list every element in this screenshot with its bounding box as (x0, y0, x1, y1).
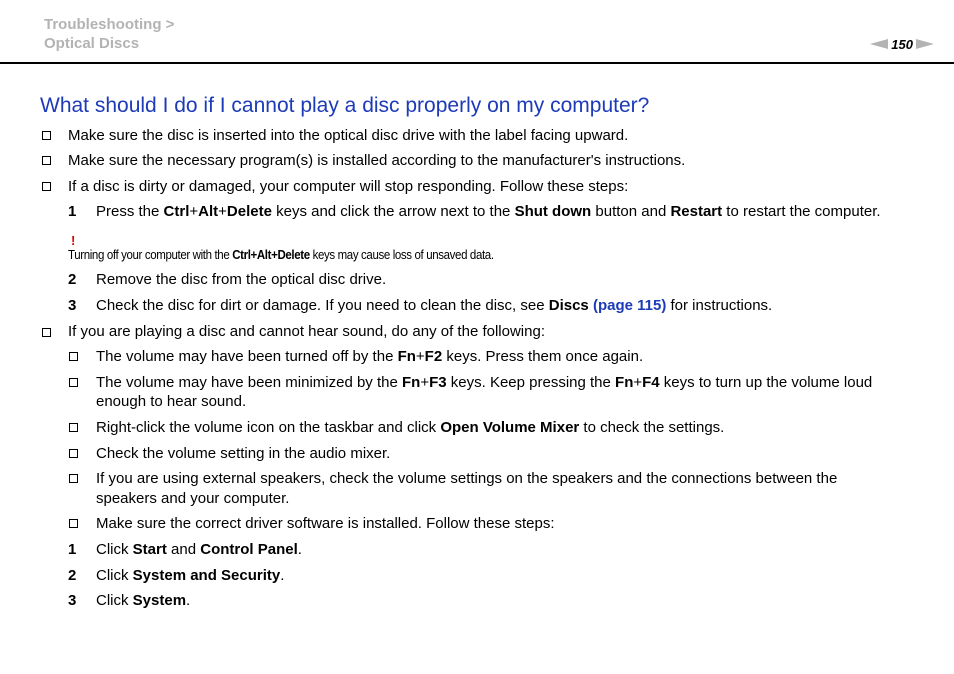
sub-bullet-text: Make sure the correct driver software is installed. Follow these steps: (96, 515, 555, 532)
page-navigator (870, 36, 934, 52)
page-link[interactable]: (page 115) (592, 297, 667, 314)
next-page-arrow-icon[interactable] (916, 39, 934, 49)
page-header (0, 0, 954, 64)
bullet-text: If you are playing a disc and cannot hear sound, do any of the following: (68, 323, 545, 340)
checkbox-bullet-icon (42, 156, 51, 165)
checkbox-bullet-icon (69, 378, 78, 387)
sub-bullet-text: The volume may have been minimized by the Fn+F3 keys. Keep pressing the Fn+F4 keys to turn up the volume loud (96, 374, 873, 391)
step-number: 2 (68, 271, 77, 288)
sub-bullet-text-continued: speakers and your computer. (96, 490, 290, 507)
previous-page-arrow-icon[interactable] (870, 39, 888, 49)
checkbox-bullet-icon (42, 328, 51, 337)
checkbox-bullet-icon (69, 423, 78, 432)
page-title: What should I do if I cannot play a disc properly on my computer? (40, 94, 650, 117)
checkbox-bullet-icon (69, 352, 78, 361)
header-divider (0, 62, 954, 64)
sub-bullet-text: Right-click the volume icon on the taskbar and click Open Volume Mixer to check the settings. (96, 419, 725, 436)
step-number: 1 (68, 203, 77, 220)
bullet-text: Make sure the disc is inserted into the optical disc drive with the label facing upward. (68, 127, 629, 144)
step-text: Click Start and Control Panel. (96, 541, 302, 558)
step-text: Press the Ctrl+Alt+Delete keys and click the arrow next to the Shut down button and Restart to restart the computer. (96, 203, 881, 220)
checkbox-bullet-icon (69, 449, 78, 458)
sub-bullet-text: Check the volume setting in the audio mixer. (96, 445, 391, 462)
breadcrumb-topic[interactable]: Optical Discs (44, 35, 140, 52)
page-number: 150 (891, 36, 913, 52)
step-number: 3 (68, 592, 77, 609)
checkbox-bullet-icon (69, 474, 78, 483)
sub-bullet-text: The volume may have been turned off by the Fn+F2 keys. Press them once again. (96, 348, 644, 365)
warning-note: Turning off your computer with the Ctrl+Alt+Delete keys may cause loss of unsaved data. (68, 248, 494, 262)
step-number: 3 (68, 297, 77, 314)
bullet-text: If a disc is dirty or damaged, your computer will stop responding. Follow these steps: (68, 178, 629, 195)
sub-bullet-text: If you are using external speakers, check the volume settings on the speakers and the connections between the (96, 470, 838, 487)
bullet-text: Make sure the necessary program(s) is installed according to the manufacturer's instructions. (68, 152, 686, 169)
step-text: Remove the disc from the optical disc drive. (96, 271, 387, 288)
sub-bullet-text-continued: enough to hear sound. (96, 393, 247, 410)
step-number: 1 (68, 541, 77, 558)
warning-icon: ! (71, 233, 76, 248)
checkbox-bullet-icon (42, 182, 51, 191)
checkbox-bullet-icon (42, 131, 51, 140)
step-text: Click System. (96, 592, 191, 609)
step-number: 2 (68, 567, 77, 584)
step-text: Check the disc for dirt or damage. If you need to clean the disc, see Discs (page 115) for instructions. (96, 297, 773, 314)
checkbox-bullet-icon (69, 519, 78, 528)
breadcrumb-section[interactable]: Troubleshooting > (44, 16, 175, 33)
step-text: Click System and Security. (96, 567, 285, 584)
